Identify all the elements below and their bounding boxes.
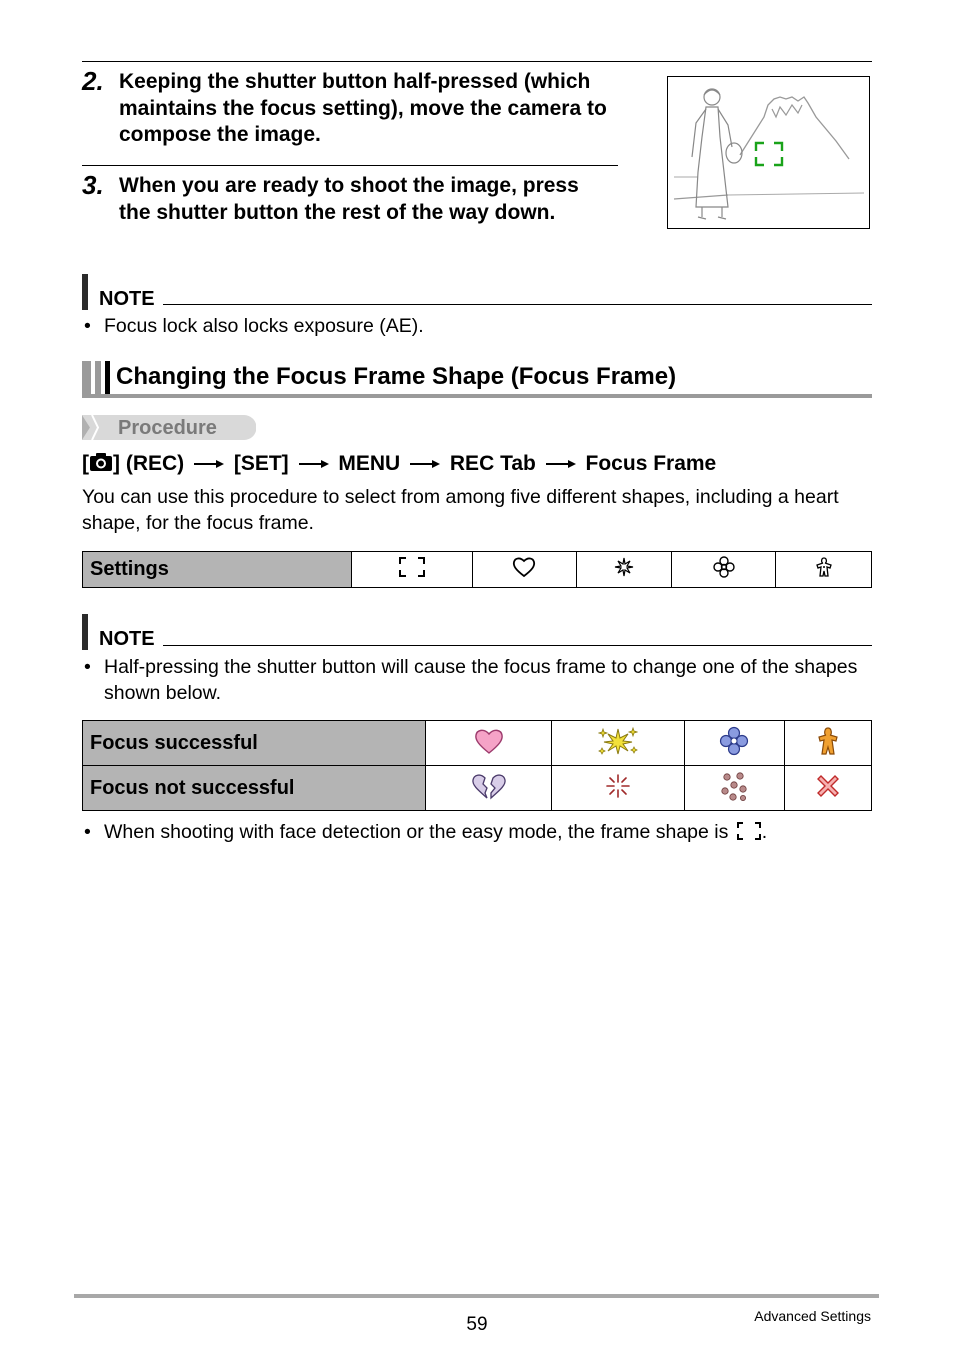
table-row — [83, 721, 872, 766]
menu-path-open: [ — [82, 452, 89, 475]
red-x-icon — [816, 774, 840, 798]
fail-cell-x — [784, 766, 871, 811]
note-2-bullet-1: Half-pressing the shutter button will cause the focus frame to change one of the shapes shown below. — [104, 656, 858, 704]
composition-illustration — [667, 76, 870, 229]
settings-option-heart[interactable] — [472, 552, 576, 588]
section-bar-dark — [105, 361, 110, 397]
fail-cell-burst — [552, 766, 685, 811]
scattered-petals-icon — [719, 771, 749, 801]
note-2-bullet-mark: • — [84, 656, 91, 678]
footer-section-name: Advanced Settings — [754, 1308, 871, 1324]
arrow-right-icon — [194, 459, 224, 469]
note-1-bullet-1: Focus lock also locks exposure (AE). — [104, 315, 424, 337]
note-2-bullet-mark-2: • — [84, 821, 91, 843]
note-2-bar — [82, 614, 88, 650]
settings-option-flower[interactable] — [672, 552, 776, 588]
step-3-number: 3. — [82, 170, 104, 200]
note-2-bullet-2-text: When shooting with face detection or the easy mode, the frame shape is — [104, 821, 729, 843]
table-row — [83, 766, 872, 811]
arrow-right-icon — [546, 459, 576, 469]
success-cell-heart — [426, 721, 552, 766]
success-cell-gingerbread — [784, 721, 871, 766]
fail-cell-broken-heart — [426, 766, 552, 811]
section-title: Changing the Focus Frame Shape (Focus Frame) — [116, 363, 677, 390]
focus-successful-label: Focus successful — [83, 721, 426, 766]
pink-heart-icon — [474, 727, 504, 755]
woman-mountain-sketch — [668, 77, 869, 228]
menu-path-menu: MENU — [338, 452, 401, 475]
arrow-right-icon — [299, 459, 329, 469]
menu-path-rec: ] (REC) — [113, 452, 185, 475]
procedure-label: Procedure — [118, 417, 217, 439]
focus-shapes-table — [82, 720, 872, 811]
settings-option-bracket[interactable] — [352, 552, 473, 588]
focus-bracket-icon — [756, 143, 782, 165]
section-bar-mid — [95, 361, 101, 397]
note-1-bar — [82, 274, 88, 310]
heart-outline-icon — [512, 556, 536, 578]
note-2-label: NOTE — [99, 628, 155, 650]
settings-option-sparkle[interactable] — [576, 552, 672, 588]
gingerbread-outline-icon — [813, 556, 835, 578]
procedure-description: You can use this procedure to select from among five different shapes, including a heart shape, for the focus frame. — [82, 486, 839, 534]
settings-option-gingerbread[interactable] — [776, 552, 872, 588]
orange-gingerbread-icon — [815, 726, 841, 756]
sparkle-outline-icon — [613, 556, 635, 578]
broken-heart-icon — [470, 772, 508, 800]
red-burst-icon — [605, 773, 631, 799]
arrow-right-icon — [410, 459, 440, 469]
note-1-rule — [163, 304, 872, 305]
footer-rule — [74, 1294, 879, 1298]
note-2-bullet-2-end: . — [761, 821, 768, 843]
success-cell-flower — [684, 721, 784, 766]
menu-path — [82, 450, 716, 478]
page-number: 59 — [466, 1314, 488, 1335]
yellow-sparkle-icon — [598, 726, 638, 756]
settings-table — [82, 551, 872, 588]
procedure-pill — [82, 415, 256, 440]
note-1-bullet-mark: • — [84, 315, 91, 337]
top-rule — [82, 61, 872, 62]
camera-icon — [89, 450, 113, 478]
settings-header: Settings — [83, 552, 352, 588]
note-1-label: NOTE — [99, 288, 155, 310]
step-2-number: 2. — [82, 66, 104, 96]
note-2-bullet-2 — [104, 820, 884, 846]
flower-outline-icon — [712, 556, 736, 578]
focus-not-successful-label: Focus not successful — [83, 766, 426, 811]
bracket-frame-icon — [398, 556, 426, 578]
menu-path-focus-frame: Focus Frame — [585, 452, 717, 475]
step-3-text: When you are ready to shoot the image, press the shutter button the rest of the way down. — [119, 174, 579, 224]
step-2-text: Keeping the shutter button half-pressed (which maintains the focus setting), move the camera to compose the image. — [119, 70, 607, 146]
bracket-frame-icon — [736, 821, 762, 841]
section-bar-light — [82, 361, 91, 397]
menu-path-rec-tab: REC Tab — [449, 452, 536, 475]
success-cell-sparkle — [552, 721, 685, 766]
fail-cell-petals — [684, 766, 784, 811]
section-rule — [82, 394, 872, 398]
blue-flower-icon — [719, 726, 749, 756]
menu-path-set: [SET] — [233, 452, 289, 475]
note-2-rule — [163, 645, 872, 646]
step-divider — [82, 165, 618, 166]
